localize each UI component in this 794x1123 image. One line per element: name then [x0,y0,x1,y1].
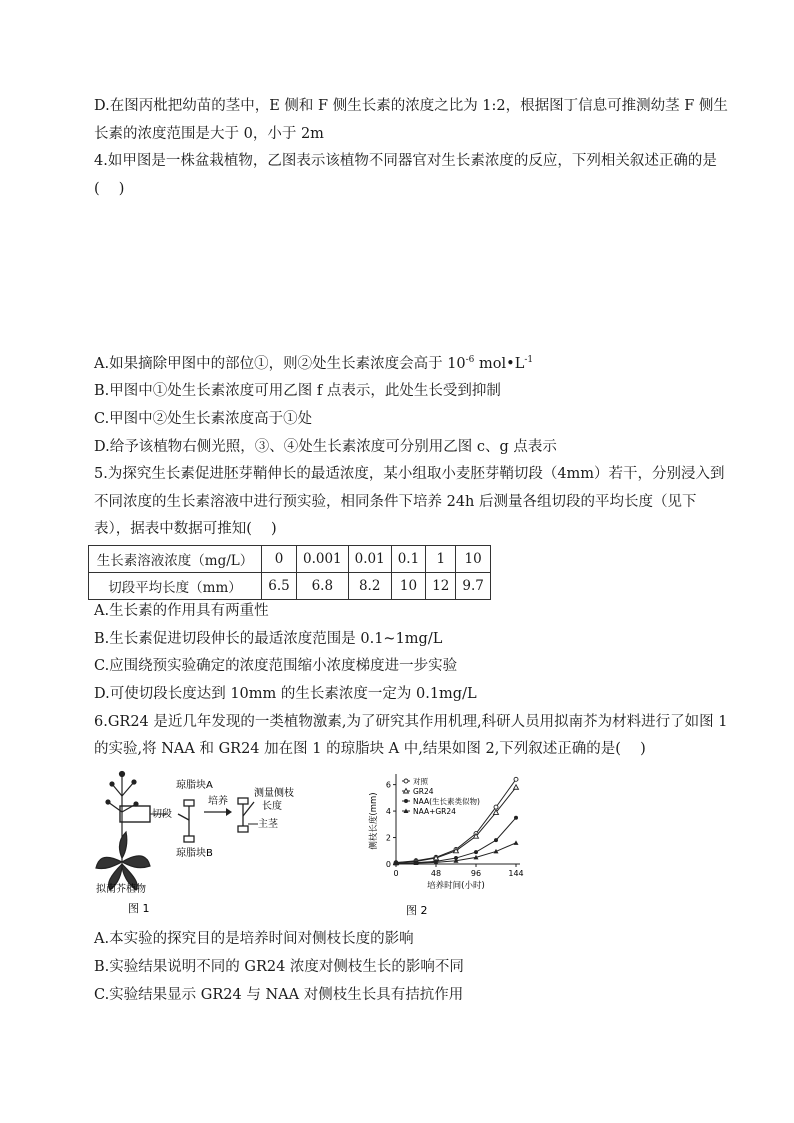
q6-option-a: A.本实验的探究目的是培养时间对侧枝长度的影响 [94,931,414,947]
concentration-table [88,545,491,600]
table-cell: 0.001 [297,546,349,573]
legend-label: NAA+GR24 [413,807,456,816]
q4-option-a-unit: mol•L [474,356,525,372]
data-point [514,816,518,820]
legend-marker [404,799,408,803]
table-cell: 10 [391,573,425,600]
fig1-label-agar-a: 琼脂块A [176,780,213,791]
table-cell: 0 [262,546,297,573]
table-cell: 8.2 [348,573,391,600]
x-axis-label: 培养时间(小时) [427,881,485,891]
x-tick-label: 96 [470,869,482,878]
data-point [494,805,498,809]
data-point [514,840,519,845]
q6-stem-line2: 的实验,将 NAA 和 GR24 加在图 1 的琼脂块 A 中,结果如图 2,下列叙述正确的是( ) [94,741,646,757]
y-axis-label: 侧枝长度(mm) [369,792,379,850]
q6-option-b: B.实验结果说明不同的 GR24 浓度对侧枝生长的影响不同 [94,959,464,975]
fig1-arrow-head [226,808,232,816]
q4-option-c: C.甲图中②处生长素浓度高于①处 [94,411,313,427]
q5-option-b: B.生长素促进切段伸长的最适浓度范围是 0.1~1mg/L [94,631,443,647]
q4-option-b: B.甲图中①处生长素浓度可用乙图 f 点表示，此处生长受到抑制 [94,383,501,399]
q4-option-a [94,354,533,374]
fig1-label-cut: 切段 [152,809,172,820]
q5-stem-line3: 表），据表中数据可推知( ) [94,521,277,537]
q5-option-d: D.可使切段长度达到 10mm 的生长素浓度一定为 0.1mg/L [94,686,477,702]
table-cell: 9.7 [456,573,490,600]
table-cell: 6.5 [262,573,297,600]
q6-stem-line1: 6.GR24 是近几年发现的一类植物激素,为了研究其作用机理,科研人员用拟南芥为材料进行了如图 1 [94,714,728,730]
legend-marker [404,789,409,794]
data-point [494,838,498,842]
table-row-label: 生长素溶液浓度（mg/L） [89,546,262,573]
fig1-label-measure-2: 长度 [262,801,282,812]
q4-option-a-text: A.如果摘除甲图中的部位①，则②处生长素浓度会高于 10 [94,356,466,372]
q4-stem-line2: ( ) [94,181,125,197]
table-cell: 0.01 [348,546,391,573]
y-tick-label: 4 [385,807,391,817]
table-row [89,573,491,600]
figure-2-chart [362,766,532,918]
q4-option-a-exponent: -6 [465,355,475,365]
legend-label: NAA(生长素类似物) [413,797,480,806]
q4-option-a-unit-exponent: -1 [524,355,534,365]
cut-segment [178,800,194,842]
data-point [514,785,519,790]
table-cell: 10 [456,546,490,573]
fig2-caption: 图 2 [406,904,428,917]
data-point [474,850,478,854]
table-cell: 1 [426,546,456,573]
x-tick-label: 48 [430,869,442,878]
data-point [514,777,518,781]
fig1-label-agar-b: 琼脂块B [176,848,213,859]
table-row-label: 切段平均长度（mm） [89,573,262,600]
cultured-segment [238,798,254,832]
figure-1 [92,766,362,918]
table-cell: 12 [426,573,456,600]
fig1-label-measure-1: 测量侧枝 [254,788,294,799]
y-tick-label: 0 [385,860,391,869]
q3-option-d-line1: D.在图丙枇把幼苗的茎中，E 侧和 F 侧生长素的浓度之比为 1:2，根据图丁信息可推测幼茎 F 侧生 [94,98,728,114]
table-cell: 0.1 [391,546,425,573]
q5-option-c: C.应围绕预实验确定的浓度范围缩小浓度梯度进一步实验 [94,658,458,674]
q4-stem-line1: 4.如甲图是一株盆栽植物，乙图表示该植物不同器官对生长素浓度的反应，下列相关叙述正确的是 [94,153,717,169]
x-tick-label: 0 [393,869,399,878]
x-tick-label: 144 [508,869,524,878]
fig1-label-culture: 培养 [208,796,228,807]
legend-label: GR24 [413,787,434,796]
y-tick-label: 2 [385,833,391,843]
q5-stem-line2: 不同浓度的生长素溶液中进行预实验，相同条件下培养 24h 后测量各组切段的平均长度（见下 [94,494,697,510]
fig1-label-plant: 拟南芥植物 [96,884,146,895]
fig1-caption: 图 1 [128,902,150,915]
q5-stem-line1: 5.为探究生长素促进胚芽鞘伸长的最适浓度，某小组取小麦胚芽鞘切段（4mm）若干，分别浸入到 [94,466,725,482]
table-cell: 6.8 [297,573,349,600]
q6-option-c: C.实验结果显示 GR24 与 NAA 对侧枝生长具有拮抗作用 [94,987,464,1003]
q5-option-a: A.生长素的作用具有两重性 [94,603,269,619]
legend-label: 对照 [413,777,428,786]
q4-option-d: D.给予该植物右侧光照，③、④处生长素浓度可分别用乙图 c、g 点表示 [94,439,557,455]
fig1-label-mainstem: 主茎 [258,819,278,830]
q3-option-d-line2: 长素的浓度范围是大于 0，小于 2m [94,126,324,142]
table-row [89,546,491,573]
legend-marker [404,779,408,783]
y-tick-label: 6 [385,780,391,790]
plant-illustration [96,772,150,891]
